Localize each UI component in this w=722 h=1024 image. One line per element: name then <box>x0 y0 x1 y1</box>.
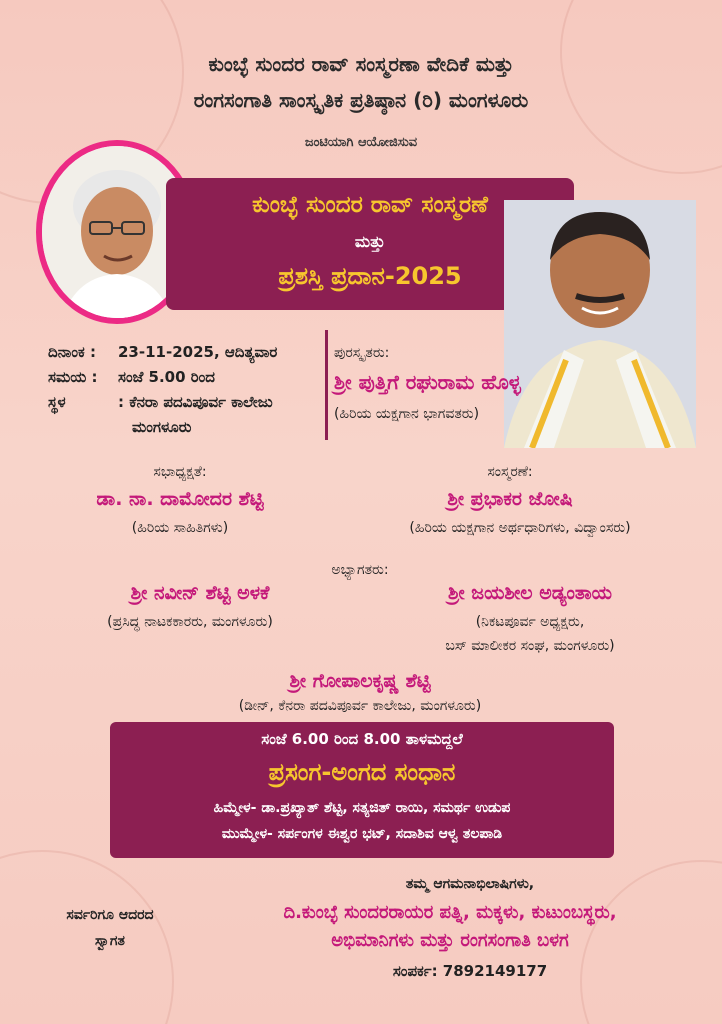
awardee-label: ಪುರಸ್ಕೃತರು: <box>334 345 390 361</box>
mummela-artists: ಮುಮ್ಮೇಳ- ಸರ್ಪಂಗಳ ಈಶ್ವರ ಭಟ್, ಸದಾಶಿವ ಆಳ್ವ ತಲಪಾಡಿ <box>221 826 503 842</box>
event-details <box>48 340 277 440</box>
place-row <box>48 390 277 415</box>
prasanga-title: ಪ್ರಸಂಗ-ಅಂಗದ ಸಂಧಾನ <box>268 758 456 786</box>
place-row-2 <box>48 415 277 440</box>
organizer-line-2: ರಂಗಸಂಗಾತಿ ಸಾಂಸ್ಕೃತಿಕ ಪ್ರತಿಷ್ಠಾನ (ರಿ) ಮಂಗಳೂರು <box>193 88 529 112</box>
memorial-speaker-description: (ಹಿರಿಯ ಯಕ್ಷಗಾನ ಅರ್ಥಧಾರಿಗಳು, ವಿದ್ವಾಂಸರು) <box>409 520 631 536</box>
event-subtitle: ಪ್ರಶಸ್ತಿ ಪ್ರದಾನ-2025 <box>278 262 462 290</box>
himmela-artists: ಹಿಮ್ಮೇಳ- ಡಾ.ಪ್ರಖ್ಯಾತ್ ಶೆಟ್ಟಿ, ಸತ್ಯಜಿತ್ ರಾಯಿ, ಸಮರ್ಥ ಉಡುಪ <box>213 800 511 816</box>
awardee-name: ಶ್ರೀ ಪುತ್ತಿಗೆ ರಘುರಾಮ ಹೊಳ್ಳ <box>334 370 521 394</box>
contact-number: ಸಂಪರ್ಕ: 7892149177 <box>392 962 548 980</box>
family-line-1: ದಿ.ಕುಂಬ್ಳೆ ಸುಂದರರಾಯರ ಪತ್ನಿ, ಮಕ್ಕಳು, ಕುಟುಂಬಸ್ಥರು, <box>283 902 617 923</box>
place-value-city: ಮಂಗಳೂರು <box>132 418 192 436</box>
portrait-illustration-right <box>504 200 696 448</box>
time-label: ಸಮಯ : <box>48 368 98 386</box>
welcome-message <box>40 902 180 954</box>
awardee-description: (ಹಿರಿಯ ಯಕ್ಷಗಾನ ಭಾಗವತರು) <box>334 406 480 422</box>
family-line-2: ಅಭಿಮಾನಿಗಳು ಮತ್ತು ರಂಗಸಂಗಾತಿ ಬಳಗ <box>331 930 569 951</box>
event-title: ಕುಂಬ್ಳೆ ಸುಂದರ ರಾವ್ ಸಂಸ್ಮರಣೆ <box>252 192 488 218</box>
chair-label: ಸಭಾಧ್ಯಕ್ಷತೆ: <box>153 464 207 480</box>
time-value: ಸಂಜೆ 5.00 ರಿಂದ <box>118 368 215 386</box>
welcome-line-1: ಸರ್ವರಿಗೂ ಆದರದ <box>66 907 154 923</box>
date-row <box>48 340 277 365</box>
guest-2-description-line-2: ಬಸ್ ಮಾಲೀಕರ ಸಂಘ, ಮಂಗಳೂರು) <box>445 638 615 654</box>
memorial-speaker-name: ಶ್ರೀ ಪ್ರಭಾಕರ ಜೋಷಿ <box>447 488 573 510</box>
organizer-line-1: ಕುಂಬ್ಳೆ ಸುಂದರ ರಾವ್ ಸಂಸ್ಮರಣಾ ವೇದಿಕೆ ಮತ್ತು <box>208 52 514 76</box>
guest-1-name: ಶ್ರೀ ನವೀನ್ ಶೆಟ್ಟಿ ಅಳಕೆ <box>130 582 270 604</box>
event-title-conjunction: ಮತ್ತು <box>354 232 386 251</box>
chair-name: ಡಾ. ನಾ. ದಾಮೋದರ ಶೆಟ್ಟಿ <box>96 488 264 510</box>
talamaddale-box <box>110 722 614 858</box>
place-value: : ಕೆನರಾ ಪದವಿಪೂರ್ವ ಕಾಲೇಜು <box>118 393 273 411</box>
place-label: ಸ್ಥಳ <box>48 393 66 411</box>
divider-line <box>325 330 328 440</box>
chair-description: (ಹಿರಿಯ ಸಾಹಿತಿಗಳು) <box>131 520 229 536</box>
guest-1-description: (ಪ್ರಸಿದ್ಧ ನಾಟಕಕಾರರು, ಮಂಗಳೂರು) <box>107 614 273 630</box>
guest-3-description: (ಡೀನ್, ಕೆನರಾ ಪದವಿಪೂರ್ವ ಕಾಲೇಜು, ಮಂಗಳೂರು) <box>238 698 482 714</box>
date-label: ದಿನಾಂಕ : <box>48 343 96 361</box>
time-row <box>48 365 277 390</box>
memorial-speaker-label: ಸಂಸ್ಮರಣೆ: <box>487 464 533 480</box>
portrait-puttige-raghurama-holla <box>504 200 696 448</box>
welcome-line-2: ಸ್ವಾಗತ <box>95 933 125 949</box>
date-value: 23-11-2025, ಆದಿತ್ಯವಾರ <box>118 343 278 361</box>
jointly-organized-text: ಜಂಟಿಯಾಗಿ ಆಯೋಜಿಸುವ <box>304 135 418 150</box>
guest-2-description-line-1: (ನಿಕಟಪೂರ್ವ ಅಧ್ಯಕ್ಷರು, <box>475 614 585 630</box>
guests-label: ಅಭ್ಯಾಗತರು: <box>331 562 389 578</box>
invitation-label: ತಮ್ಮ ಆಗಮನಾಭಿಲಾಷಿಗಳು, <box>405 876 535 892</box>
talamaddale-time: ಸಂಜೆ 6.00 ರಿಂದ 8.00 ತಾಳಮದ್ದಲೆ <box>261 730 463 748</box>
guest-3-name: ಶ್ರೀ ಗೋಪಾಲಕೃಷ್ಣ ಶೆಟ್ಟಿ <box>289 670 431 692</box>
guest-2-name: ಶ್ರೀ ಜಯಶೀಲ ಅಡ್ಯಂತಾಯ <box>447 582 613 604</box>
